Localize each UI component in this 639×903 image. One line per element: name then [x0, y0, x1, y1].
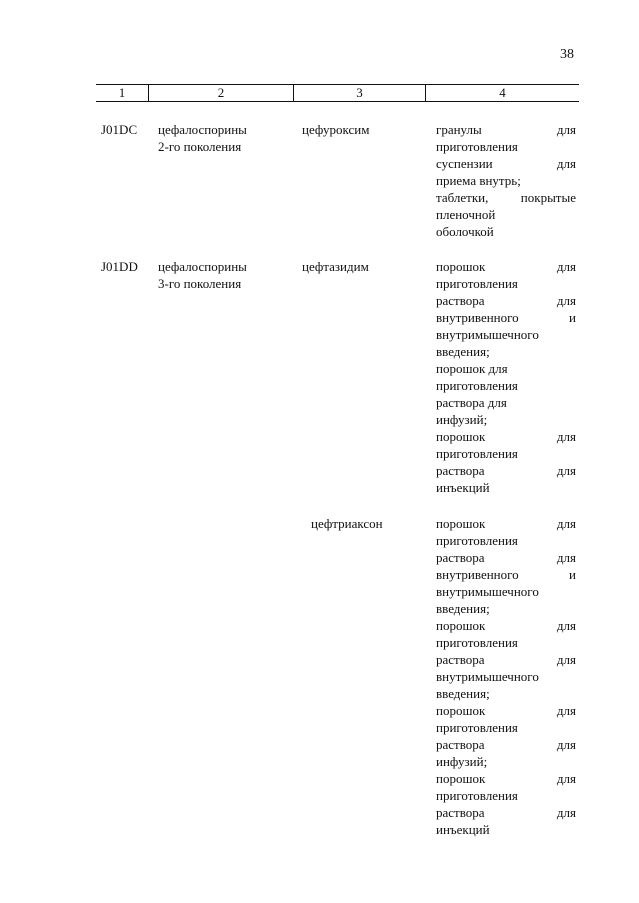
dosage-form-line — [436, 189, 576, 206]
dosage-form-line — [436, 138, 576, 155]
dosage-form-word: порошок — [436, 429, 486, 444]
atc-code: J01DC — [101, 122, 138, 137]
dosage-form-line — [436, 343, 576, 360]
dosage-form-word: раствора — [436, 550, 485, 565]
atc-code: J01DD — [101, 259, 138, 274]
group-line: цефалоспорины — [158, 259, 247, 274]
dosage-form-line — [436, 292, 576, 309]
dosage-form-word: для — [556, 618, 576, 633]
dosage-form-word: приготовления — [436, 378, 518, 393]
column-header-2: 2 — [149, 85, 294, 101]
dosage-form-word: для — [556, 771, 576, 786]
dosage-form-line — [436, 223, 576, 240]
table-header-row — [96, 84, 579, 102]
dosage-form-word: для — [556, 122, 576, 137]
dosage-form-word: внутривенного — [436, 310, 519, 325]
dosage-form-line — [436, 360, 576, 377]
dosage-form-word: приготовления — [436, 139, 518, 154]
dosage-form-word: и — [569, 310, 576, 325]
dosage-form-word: покрытые — [520, 190, 576, 205]
dosage-form-word: введения; — [436, 686, 490, 701]
dosage-form-word: суспензии — [436, 156, 493, 171]
dosage-form-line — [436, 634, 576, 651]
dosage-form-line — [436, 309, 576, 326]
dosage-form-word: для — [556, 550, 576, 565]
dosage-form-line — [436, 515, 576, 532]
dosage-form-word: порошок — [436, 618, 486, 633]
dosage-form-word: для — [556, 805, 576, 820]
dosage-form-word: введения; — [436, 344, 490, 359]
dosage-form-line — [436, 326, 576, 343]
dosage-form-word: раствора — [436, 652, 485, 667]
page-number: 38 — [560, 47, 574, 62]
dosage-form-line — [436, 583, 576, 600]
dosage-form-word: приготовления — [436, 788, 518, 803]
dosage-form-line — [436, 787, 576, 804]
dosage-form-line — [436, 275, 576, 292]
pharmacological-group — [158, 258, 298, 292]
dosage-form-word: инфузий; — [436, 754, 488, 769]
dosage-form-word: раствора — [436, 463, 485, 478]
dosage-form-word: порошок — [436, 516, 486, 531]
dosage-form-word: инъекций — [436, 822, 490, 837]
dosage-form-line — [436, 770, 576, 787]
dosage-form-word: оболочкой — [436, 224, 494, 239]
dosage-form-line — [436, 206, 576, 223]
dosage-form-word: приготовления — [436, 446, 518, 461]
dosage-form-word: раствора — [436, 293, 485, 308]
dosage-form-line — [436, 702, 576, 719]
dosage-form-line — [436, 428, 576, 445]
dosage-form-line — [436, 651, 576, 668]
dosage-form-word: приготовления — [436, 720, 518, 735]
dosage-form-line — [436, 821, 576, 838]
dosage-form-word: таблетки, — [436, 190, 489, 205]
dosage-form-line — [436, 685, 576, 702]
dosage-form-word: раствора — [436, 737, 485, 752]
dosage-form-word: для — [556, 259, 576, 274]
dosage-forms — [436, 258, 576, 496]
drug-name: цефтазидим — [302, 259, 369, 274]
dosage-form-word: гранулы — [436, 122, 482, 137]
dosage-form-word: раствора — [436, 805, 485, 820]
group-line: цефалоспорины — [158, 122, 247, 137]
dosage-form-line — [436, 258, 576, 275]
drug-name: цефтриаксон — [311, 516, 383, 531]
dosage-form-word: раствора для — [436, 395, 507, 410]
dosage-form-word: внутримышечного — [436, 327, 539, 342]
dosage-form-word: внутримышечного — [436, 584, 539, 599]
dosage-form-word: приготовления — [436, 635, 518, 650]
dosage-form-word: для — [556, 652, 576, 667]
dosage-form-line — [436, 753, 576, 770]
dosage-form-word: для — [556, 703, 576, 718]
dosage-form-word: инфузий; — [436, 412, 488, 427]
dosage-form-word: для — [556, 463, 576, 478]
dosage-form-word: внутримышечного — [436, 669, 539, 684]
dosage-form-word: приготовления — [436, 276, 518, 291]
dosage-form-line — [436, 121, 576, 138]
dosage-form-line — [436, 479, 576, 496]
dosage-forms — [436, 121, 576, 240]
dosage-form-line — [436, 566, 576, 583]
dosage-form-word: для — [556, 737, 576, 752]
dosage-form-word: инъекций — [436, 480, 490, 495]
column-header-1: 1 — [96, 85, 149, 101]
dosage-form-line — [436, 462, 576, 479]
column-header-3: 3 — [294, 85, 426, 101]
group-line: 3-го поколения — [158, 276, 242, 291]
dosage-form-word: порошок для — [436, 361, 508, 376]
dosage-form-line — [436, 377, 576, 394]
dosage-form-line — [436, 719, 576, 736]
dosage-form-word: порошок — [436, 259, 486, 274]
dosage-form-word: порошок — [436, 703, 486, 718]
pharmacological-group — [158, 121, 298, 155]
dosage-forms — [436, 515, 576, 838]
dosage-form-line — [436, 617, 576, 634]
dosage-form-word: для — [556, 293, 576, 308]
group-line: 2-го поколения — [158, 139, 242, 154]
dosage-form-line — [436, 155, 576, 172]
dosage-form-line — [436, 600, 576, 617]
dosage-form-word: внутривенного — [436, 567, 519, 582]
dosage-form-word: для — [556, 516, 576, 531]
dosage-form-word: приготовления — [436, 533, 518, 548]
dosage-form-word: порошок — [436, 771, 486, 786]
dosage-form-line — [436, 736, 576, 753]
dosage-form-word: для — [556, 429, 576, 444]
dosage-form-line — [436, 532, 576, 549]
dosage-form-word: приема внутрь; — [436, 173, 521, 188]
dosage-form-line — [436, 804, 576, 821]
dosage-form-word: введения; — [436, 601, 490, 616]
dosage-form-line — [436, 668, 576, 685]
column-header-4: 4 — [499, 85, 506, 100]
dosage-form-word: и — [569, 567, 576, 582]
dosage-form-word: пленочной — [436, 207, 496, 222]
dosage-form-line — [436, 411, 576, 428]
dosage-form-line — [436, 445, 576, 462]
dosage-form-line — [436, 549, 576, 566]
drug-name: цефуроксим — [302, 122, 370, 137]
dosage-form-word: для — [556, 156, 576, 171]
dosage-form-line — [436, 172, 576, 189]
dosage-form-line — [436, 394, 576, 411]
